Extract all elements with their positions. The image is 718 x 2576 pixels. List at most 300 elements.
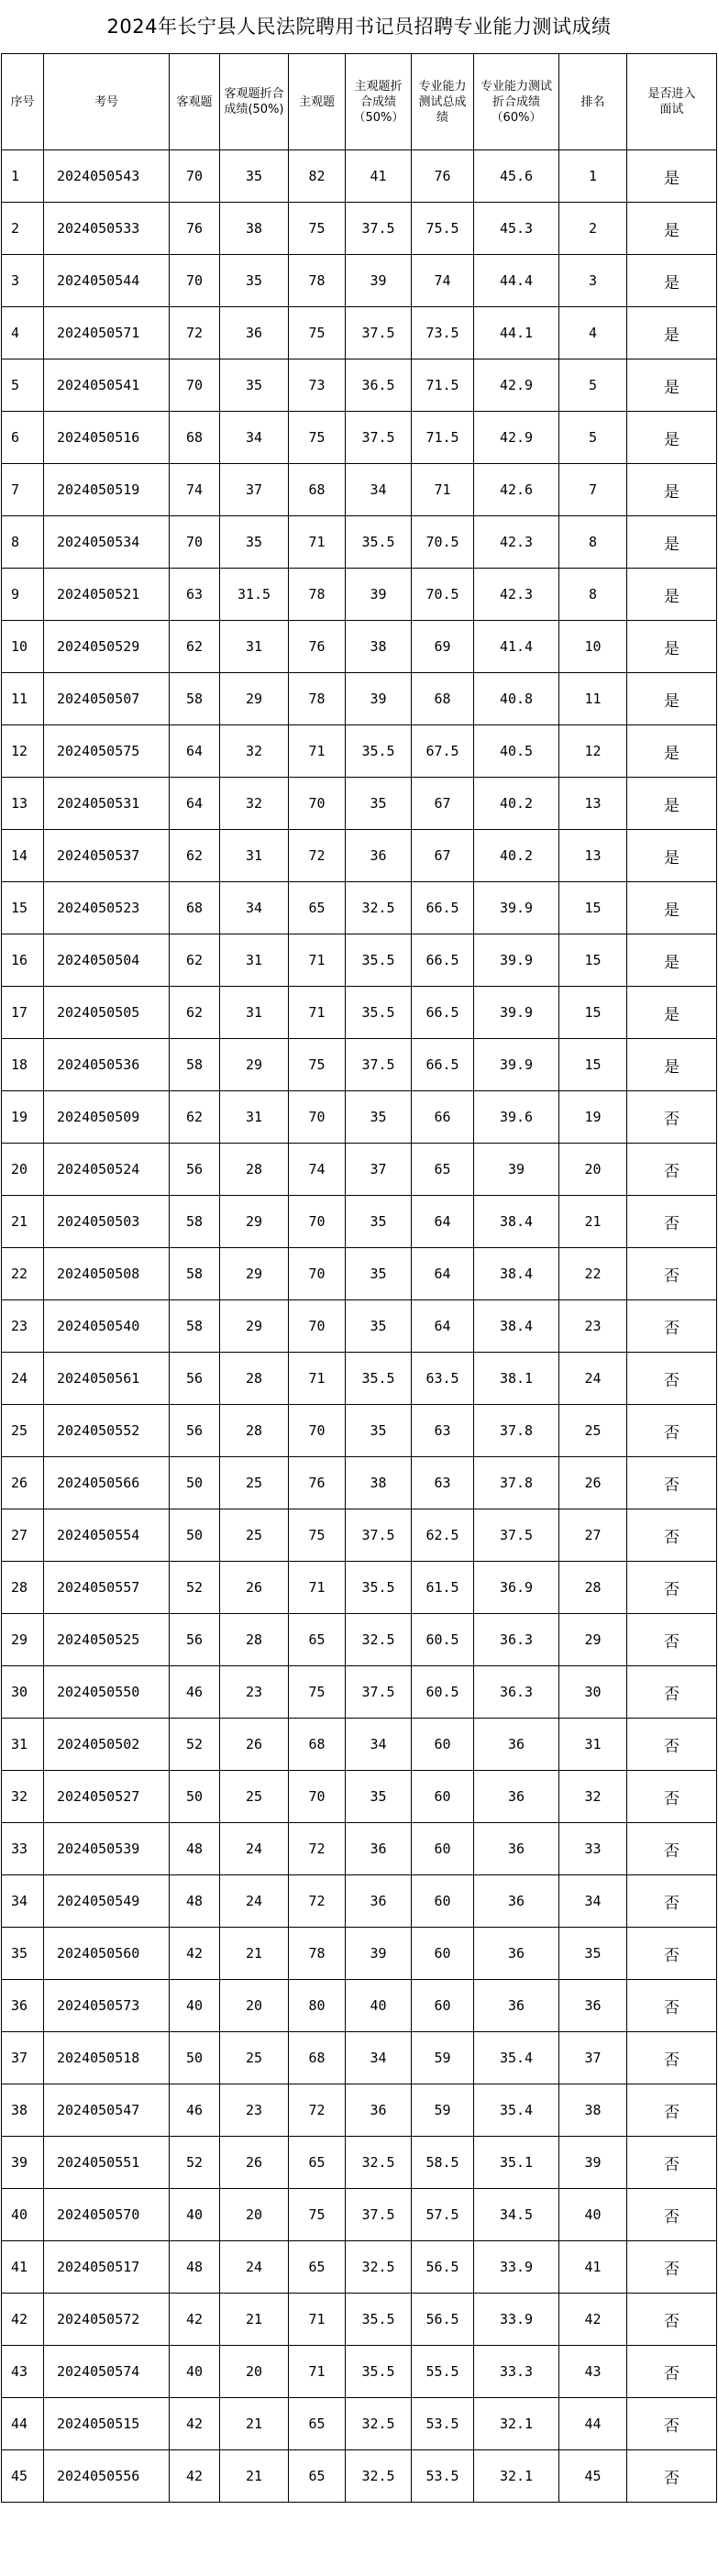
- cell-objective: 64: [170, 725, 220, 778]
- table-row: [2, 778, 717, 830]
- cell-total: 56.5: [412, 2241, 474, 2294]
- table-row: [2, 307, 717, 359]
- cell-total: 63.5: [412, 1353, 474, 1405]
- table-row: [2, 2398, 717, 2450]
- cell-interview: 否: [627, 1353, 717, 1405]
- cell-objective: 42: [170, 1928, 220, 1980]
- cell-seq: 39: [2, 2137, 44, 2189]
- cell-objective-weighted: 31: [220, 934, 289, 987]
- cell-objective: 58: [170, 1248, 220, 1300]
- cell-rank: 15: [559, 987, 627, 1039]
- cell-subjective-weighted: 35: [346, 1771, 412, 1823]
- cell-rank: 10: [559, 621, 627, 673]
- cell-total-weighted: 32.1: [474, 2450, 559, 2503]
- cell-subjective-weighted: 37.5: [346, 412, 412, 464]
- cell-subjective: 65: [289, 2450, 346, 2503]
- cell-subjective-weighted: 39: [346, 1928, 412, 1980]
- cell-rank: 34: [559, 1875, 627, 1928]
- cell-subjective: 72: [289, 1875, 346, 1928]
- cell-subjective: 70: [289, 1091, 346, 1144]
- cell-seq: 5: [2, 359, 44, 412]
- cell-objective: 76: [170, 203, 220, 255]
- cell-objective: 63: [170, 569, 220, 621]
- cell-objective: 70: [170, 516, 220, 569]
- table-row: [2, 569, 717, 621]
- cell-seq: 40: [2, 2189, 44, 2241]
- cell-interview: 是: [627, 412, 717, 464]
- cell-seq: 8: [2, 516, 44, 569]
- cell-interview: 否: [627, 1771, 717, 1823]
- cell-objective-weighted: 38: [220, 203, 289, 255]
- cell-interview: 是: [627, 725, 717, 778]
- cell-seq: 7: [2, 464, 44, 516]
- cell-subjective: 82: [289, 150, 346, 203]
- table-row: [2, 2450, 717, 2503]
- cell-exam-id: 2024050550: [44, 1666, 170, 1719]
- cell-interview: 否: [627, 2346, 717, 2398]
- cell-objective: 56: [170, 1405, 220, 1457]
- table-row: [2, 934, 717, 987]
- cell-exam-id: 2024050554: [44, 1509, 170, 1562]
- cell-subjective: 65: [289, 1614, 346, 1666]
- cell-subjective-weighted: 35: [346, 1091, 412, 1144]
- cell-total-weighted: 44.1: [474, 307, 559, 359]
- cell-exam-id: 2024050502: [44, 1719, 170, 1771]
- cell-subjective: 68: [289, 2032, 346, 2084]
- cell-objective: 56: [170, 1614, 220, 1666]
- table-row: [2, 1771, 717, 1823]
- cell-exam-id: 2024050544: [44, 255, 170, 307]
- cell-seq: 31: [2, 1719, 44, 1771]
- cell-total-weighted: 35.4: [474, 2084, 559, 2137]
- cell-subjective: 65: [289, 2241, 346, 2294]
- cell-subjective: 75: [289, 307, 346, 359]
- cell-objective: 48: [170, 1875, 220, 1928]
- cell-subjective: 75: [289, 1666, 346, 1719]
- cell-rank: 29: [559, 1614, 627, 1666]
- cell-interview: 是: [627, 255, 717, 307]
- table-row: [2, 1248, 717, 1300]
- cell-rank: 4: [559, 307, 627, 359]
- cell-objective: 62: [170, 830, 220, 882]
- cell-subjective: 75: [289, 1039, 346, 1091]
- cell-rank: 45: [559, 2450, 627, 2503]
- cell-total-weighted: 41.4: [474, 621, 559, 673]
- table-row: [2, 1562, 717, 1614]
- cell-exam-id: 2024050547: [44, 2084, 170, 2137]
- cell-rank: 41: [559, 2241, 627, 2294]
- cell-subjective: 78: [289, 673, 346, 725]
- cell-objective: 62: [170, 987, 220, 1039]
- cell-exam-id: 2024050504: [44, 934, 170, 987]
- cell-subjective: 68: [289, 1719, 346, 1771]
- cell-interview: 否: [627, 2398, 717, 2450]
- cell-seq: 36: [2, 1980, 44, 2032]
- cell-total-weighted: 42.9: [474, 412, 559, 464]
- table-row: [2, 1509, 717, 1562]
- cell-exam-id: 2024050543: [44, 150, 170, 203]
- table-row: [2, 2241, 717, 2294]
- cell-subjective: 70: [289, 778, 346, 830]
- table-row: [2, 1823, 717, 1875]
- cell-total-weighted: 39.9: [474, 987, 559, 1039]
- cell-objective-weighted: 31: [220, 987, 289, 1039]
- cell-subjective-weighted: 41: [346, 150, 412, 203]
- cell-exam-id: 2024050557: [44, 1562, 170, 1614]
- table-row: [2, 987, 717, 1039]
- cell-total-weighted: 42.9: [474, 359, 559, 412]
- cell-total: 60: [412, 1719, 474, 1771]
- cell-seq: 16: [2, 934, 44, 987]
- table-row: [2, 1980, 717, 2032]
- cell-subjective: 75: [289, 2189, 346, 2241]
- cell-subjective-weighted: 36: [346, 830, 412, 882]
- cell-subjective: 71: [289, 516, 346, 569]
- cell-subjective-weighted: 32.5: [346, 882, 412, 934]
- cell-exam-id: 2024050540: [44, 1300, 170, 1353]
- cell-exam-id: 2024050503: [44, 1196, 170, 1248]
- cell-total: 64: [412, 1248, 474, 1300]
- cell-interview: 否: [627, 1405, 717, 1457]
- cell-objective: 64: [170, 778, 220, 830]
- cell-interview: 是: [627, 778, 717, 830]
- cell-interview: 否: [627, 2032, 717, 2084]
- cell-exam-id: 2024050505: [44, 987, 170, 1039]
- cell-total: 59: [412, 2084, 474, 2137]
- cell-subjective-weighted: 39: [346, 569, 412, 621]
- cell-exam-id: 2024050574: [44, 2346, 170, 2398]
- cell-objective-weighted: 36: [220, 307, 289, 359]
- cell-total-weighted: 32.1: [474, 2398, 559, 2450]
- cell-total-weighted: 38.4: [474, 1248, 559, 1300]
- cell-objective: 42: [170, 2398, 220, 2450]
- cell-rank: 11: [559, 673, 627, 725]
- cell-objective: 58: [170, 1039, 220, 1091]
- table-row: [2, 2346, 717, 2398]
- cell-total: 71.5: [412, 412, 474, 464]
- cell-total-weighted: 37.8: [474, 1457, 559, 1509]
- cell-exam-id: 2024050531: [44, 778, 170, 830]
- table-row: [2, 725, 717, 778]
- table-row: [2, 2189, 717, 2241]
- cell-subjective: 70: [289, 1196, 346, 1248]
- cell-seq: 35: [2, 1928, 44, 1980]
- cell-interview: 是: [627, 569, 717, 621]
- column-header-objective-weighted: 客观题折合成绩(50%): [220, 54, 289, 150]
- cell-seq: 2: [2, 203, 44, 255]
- cell-seq: 28: [2, 1562, 44, 1614]
- cell-objective: 52: [170, 1562, 220, 1614]
- cell-total-weighted: 42.3: [474, 569, 559, 621]
- cell-total-weighted: 36: [474, 1823, 559, 1875]
- cell-rank: 39: [559, 2137, 627, 2189]
- cell-seq: 9: [2, 569, 44, 621]
- cell-subjective: 75: [289, 412, 346, 464]
- cell-seq: 26: [2, 1457, 44, 1509]
- cell-exam-id: 2024050561: [44, 1353, 170, 1405]
- cell-subjective-weighted: 34: [346, 464, 412, 516]
- table-row: [2, 1875, 717, 1928]
- cell-total: 55.5: [412, 2346, 474, 2398]
- cell-objective: 72: [170, 307, 220, 359]
- cell-subjective-weighted: 37.5: [346, 2189, 412, 2241]
- cell-total-weighted: 38.4: [474, 1196, 559, 1248]
- cell-interview: 是: [627, 1039, 717, 1091]
- cell-exam-id: 2024050539: [44, 1823, 170, 1875]
- cell-subjective-weighted: 32.5: [346, 2137, 412, 2189]
- cell-total: 67: [412, 778, 474, 830]
- cell-rank: 24: [559, 1353, 627, 1405]
- cell-objective-weighted: 31: [220, 1091, 289, 1144]
- cell-interview: 是: [627, 150, 717, 203]
- cell-seq: 12: [2, 725, 44, 778]
- cell-total: 70.5: [412, 569, 474, 621]
- table-row: [2, 1196, 717, 1248]
- cell-rank: 38: [559, 2084, 627, 2137]
- cell-subjective-weighted: 35.5: [346, 1562, 412, 1614]
- cell-seq: 41: [2, 2241, 44, 2294]
- cell-objective: 68: [170, 882, 220, 934]
- column-header-exam-id: 考号: [44, 54, 170, 150]
- cell-interview: 否: [627, 1091, 717, 1144]
- cell-exam-id: 2024050518: [44, 2032, 170, 2084]
- cell-seq: 37: [2, 2032, 44, 2084]
- cell-rank: 33: [559, 1823, 627, 1875]
- cell-objective: 70: [170, 150, 220, 203]
- cell-rank: 25: [559, 1405, 627, 1457]
- cell-objective-weighted: 35: [220, 150, 289, 203]
- cell-interview: 是: [627, 464, 717, 516]
- cell-interview: 否: [627, 2137, 717, 2189]
- cell-objective: 52: [170, 1719, 220, 1771]
- cell-subjective: 70: [289, 1300, 346, 1353]
- cell-total: 74: [412, 255, 474, 307]
- cell-rank: 43: [559, 2346, 627, 2398]
- column-header-subjective-weighted: 主观题折合成绩（50%）: [346, 54, 412, 150]
- cell-subjective-weighted: 35.5: [346, 2346, 412, 2398]
- cell-interview: 是: [627, 934, 717, 987]
- cell-total-weighted: 45.6: [474, 150, 559, 203]
- cell-subjective-weighted: 35: [346, 778, 412, 830]
- cell-seq: 21: [2, 1196, 44, 1248]
- cell-subjective-weighted: 36: [346, 1875, 412, 1928]
- table-row: [2, 1039, 717, 1091]
- cell-subjective-weighted: 32.5: [346, 2398, 412, 2450]
- cell-seq: 32: [2, 1771, 44, 1823]
- table-body: [2, 150, 717, 2503]
- cell-objective-weighted: 24: [220, 1823, 289, 1875]
- cell-rank: 3: [559, 255, 627, 307]
- cell-interview: 否: [627, 1719, 717, 1771]
- table-row: [2, 1353, 717, 1405]
- cell-exam-id: 2024050570: [44, 2189, 170, 2241]
- cell-total: 60: [412, 1875, 474, 1928]
- table-row: [2, 673, 717, 725]
- cell-objective: 40: [170, 1980, 220, 2032]
- cell-total: 58.5: [412, 2137, 474, 2189]
- cell-seq: 19: [2, 1091, 44, 1144]
- cell-exam-id: 2024050551: [44, 2137, 170, 2189]
- cell-interview: 是: [627, 307, 717, 359]
- cell-interview: 是: [627, 516, 717, 569]
- cell-seq: 20: [2, 1144, 44, 1196]
- cell-objective-weighted: 25: [220, 1771, 289, 1823]
- cell-exam-id: 2024050519: [44, 464, 170, 516]
- cell-subjective-weighted: 34: [346, 1719, 412, 1771]
- cell-objective: 52: [170, 2137, 220, 2189]
- cell-total: 60: [412, 1980, 474, 2032]
- cell-total-weighted: 42.6: [474, 464, 559, 516]
- cell-subjective-weighted: 38: [346, 1457, 412, 1509]
- cell-total-weighted: 35.4: [474, 2032, 559, 2084]
- cell-seq: 25: [2, 1405, 44, 1457]
- cell-objective-weighted: 34: [220, 412, 289, 464]
- cell-objective-weighted: 28: [220, 1353, 289, 1405]
- cell-total-weighted: 45.3: [474, 203, 559, 255]
- cell-rank: 5: [559, 412, 627, 464]
- page-title: 2024年长宁县人民法院聘用书记员招聘专业能力测试成绩: [106, 16, 612, 38]
- cell-interview: 否: [627, 1666, 717, 1719]
- cell-subjective: 75: [289, 1509, 346, 1562]
- table-row: [2, 1666, 717, 1719]
- cell-objective-weighted: 21: [220, 2294, 289, 2346]
- cell-rank: 36: [559, 1980, 627, 2032]
- table-row: [2, 464, 717, 516]
- cell-objective: 62: [170, 1091, 220, 1144]
- cell-rank: 23: [559, 1300, 627, 1353]
- cell-subjective-weighted: 35.5: [346, 1353, 412, 1405]
- cell-subjective-weighted: 38: [346, 621, 412, 673]
- cell-rank: 8: [559, 569, 627, 621]
- cell-objective-weighted: 21: [220, 2450, 289, 2503]
- cell-interview: 是: [627, 882, 717, 934]
- cell-seq: 11: [2, 673, 44, 725]
- table-row: [2, 1091, 717, 1144]
- cell-rank: 2: [559, 203, 627, 255]
- cell-rank: 7: [559, 464, 627, 516]
- table-row: [2, 1457, 717, 1509]
- cell-subjective-weighted: 37.5: [346, 1509, 412, 1562]
- cell-subjective-weighted: 40: [346, 1980, 412, 2032]
- cell-total-weighted: 33.9: [474, 2294, 559, 2346]
- cell-seq: 13: [2, 778, 44, 830]
- cell-total-weighted: 36: [474, 1980, 559, 2032]
- cell-total: 71: [412, 464, 474, 516]
- cell-seq: 17: [2, 987, 44, 1039]
- cell-total: 76: [412, 150, 474, 203]
- cell-subjective: 76: [289, 621, 346, 673]
- cell-exam-id: 2024050521: [44, 569, 170, 621]
- cell-seq: 15: [2, 882, 44, 934]
- cell-exam-id: 2024050575: [44, 725, 170, 778]
- cell-interview: 否: [627, 1509, 717, 1562]
- cell-subjective-weighted: 32.5: [346, 2450, 412, 2503]
- cell-total: 63: [412, 1405, 474, 1457]
- cell-objective: 62: [170, 934, 220, 987]
- cell-seq: 23: [2, 1300, 44, 1353]
- cell-objective-weighted: 31.5: [220, 569, 289, 621]
- cell-subjective: 78: [289, 255, 346, 307]
- cell-total: 67: [412, 830, 474, 882]
- cell-objective-weighted: 23: [220, 1666, 289, 1719]
- cell-total-weighted: 36: [474, 1719, 559, 1771]
- cell-seq: 18: [2, 1039, 44, 1091]
- cell-subjective-weighted: 32.5: [346, 2241, 412, 2294]
- cell-subjective: 75: [289, 203, 346, 255]
- cell-objective-weighted: 24: [220, 1875, 289, 1928]
- column-header-total-weighted: 专业能力测试折合成绩（60%）: [474, 54, 559, 150]
- cell-subjective-weighted: 35: [346, 1248, 412, 1300]
- cell-subjective-weighted: 35.5: [346, 2294, 412, 2346]
- cell-objective: 70: [170, 359, 220, 412]
- cell-objective: 40: [170, 2346, 220, 2398]
- cell-exam-id: 2024050534: [44, 516, 170, 569]
- cell-rank: 32: [559, 1771, 627, 1823]
- table-row: [2, 1405, 717, 1457]
- cell-exam-id: 2024050515: [44, 2398, 170, 2450]
- cell-interview: 是: [627, 987, 717, 1039]
- cell-rank: 28: [559, 1562, 627, 1614]
- cell-subjective-weighted: 35.5: [346, 516, 412, 569]
- column-header-total: 专业能力测试总成绩: [412, 54, 474, 150]
- cell-exam-id: 2024050516: [44, 412, 170, 464]
- cell-exam-id: 2024050517: [44, 2241, 170, 2294]
- cell-seq: 3: [2, 255, 44, 307]
- cell-interview: 是: [627, 359, 717, 412]
- cell-total-weighted: 36: [474, 1875, 559, 1928]
- column-header-objective: 客观题: [170, 54, 220, 150]
- cell-total: 66: [412, 1091, 474, 1144]
- cell-objective-weighted: 26: [220, 2137, 289, 2189]
- cell-objective: 50: [170, 2032, 220, 2084]
- cell-subjective-weighted: 37.5: [346, 307, 412, 359]
- cell-seq: 14: [2, 830, 44, 882]
- cell-total: 67.5: [412, 725, 474, 778]
- cell-seq: 27: [2, 1509, 44, 1562]
- cell-total-weighted: 36: [474, 1771, 559, 1823]
- cell-objective-weighted: 28: [220, 1405, 289, 1457]
- cell-exam-id: 2024050529: [44, 621, 170, 673]
- table-row: [2, 516, 717, 569]
- cell-subjective-weighted: 39: [346, 673, 412, 725]
- cell-exam-id: 2024050507: [44, 673, 170, 725]
- cell-objective-weighted: 26: [220, 1719, 289, 1771]
- cell-objective-weighted: 35: [220, 255, 289, 307]
- cell-objective: 50: [170, 1509, 220, 1562]
- cell-objective-weighted: 32: [220, 725, 289, 778]
- cell-rank: 13: [559, 778, 627, 830]
- cell-total-weighted: 39.6: [474, 1091, 559, 1144]
- cell-subjective-weighted: 35: [346, 1405, 412, 1457]
- column-header-rank: 排名: [559, 54, 627, 150]
- cell-exam-id: 2024050524: [44, 1144, 170, 1196]
- cell-exam-id: 2024050525: [44, 1614, 170, 1666]
- cell-rank: 12: [559, 725, 627, 778]
- cell-total: 71.5: [412, 359, 474, 412]
- cell-subjective-weighted: 35: [346, 1196, 412, 1248]
- cell-total-weighted: 44.4: [474, 255, 559, 307]
- cell-subjective: 78: [289, 569, 346, 621]
- cell-objective-weighted: 25: [220, 2032, 289, 2084]
- cell-exam-id: 2024050556: [44, 2450, 170, 2503]
- cell-subjective-weighted: 35.5: [346, 725, 412, 778]
- column-header-seq: 序号: [2, 54, 44, 150]
- cell-objective-weighted: 25: [220, 1509, 289, 1562]
- table-row: [2, 203, 717, 255]
- cell-objective: 62: [170, 621, 220, 673]
- cell-objective-weighted: 21: [220, 2398, 289, 2450]
- cell-total: 64: [412, 1196, 474, 1248]
